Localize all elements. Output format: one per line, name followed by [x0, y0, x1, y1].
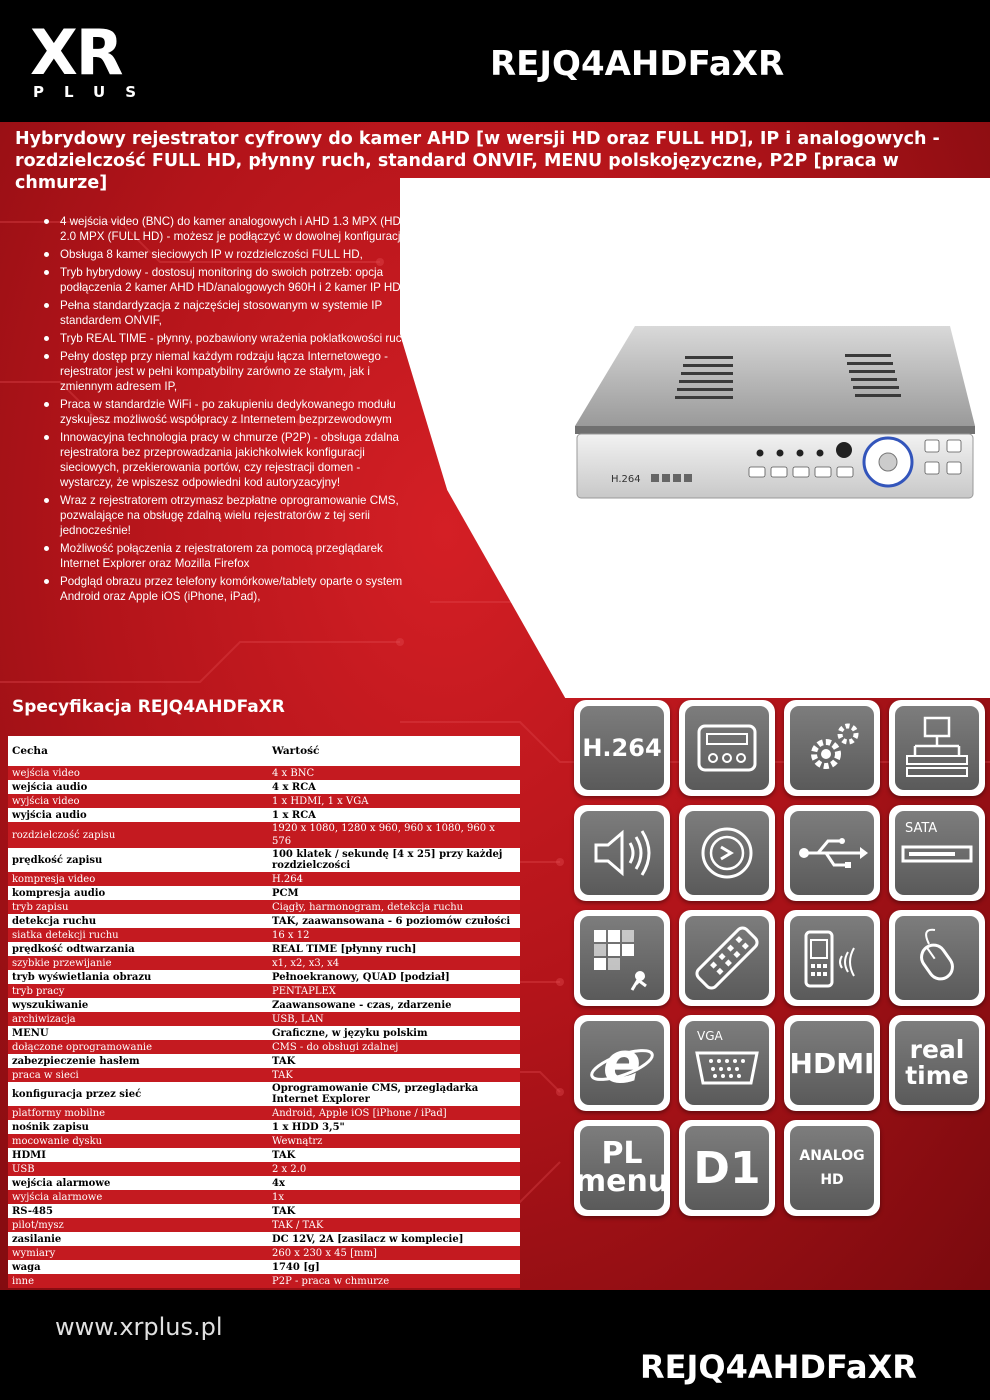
usb-icon [784, 805, 880, 901]
spec-value: 1 x RCA [268, 808, 520, 822]
spec-row [8, 1054, 520, 1068]
website-link[interactable]: www.xrplus.pl [55, 1313, 223, 1341]
sata-icon [889, 805, 985, 901]
pl-menu-icon [574, 1120, 670, 1216]
pl-menu-icon-text: PL menu [574, 1136, 670, 1199]
spec-feature: wejścia video [8, 766, 268, 780]
spec-row [8, 1012, 520, 1026]
spec-header-row [8, 736, 520, 766]
spec-feature: MENU [8, 1026, 268, 1040]
spec-col-feature: Cecha [8, 736, 268, 766]
spec-row [8, 1106, 520, 1120]
spec-feature: szybkie przewijanie [8, 956, 268, 970]
spec-value: TAK [268, 1148, 520, 1162]
feature-item: Podgląd obrazu przez telefony komórkowe/tablety oparte o system Android oraz Apple iOS (iPhone, iPad), [42, 574, 412, 604]
spec-row [8, 1246, 520, 1260]
monitoring-grid-icon [574, 910, 670, 1006]
footer [0, 1290, 990, 1400]
headline: Hybrydowy rejestrator cyfrowy do kamer AHD [w wersji HD oraz FULL HD], IP i analogowych - rozdzielczość FULL HD, płynny ruch, standard ONVIF, MENU polskojęzyczne, P2P [praca w chmurze] [15, 129, 940, 193]
spec-feature: dołączone oprogramowanie [8, 1040, 268, 1054]
h264-icon [574, 700, 670, 796]
spec-feature: USB [8, 1162, 268, 1176]
spec-value: 100 klatek / sekundę [4 x 25] przy każdej rozdzielczości [268, 848, 520, 872]
spec-value: TAK [268, 1204, 520, 1218]
spec-feature: wyjścia video [8, 794, 268, 808]
spec-row [8, 1162, 520, 1176]
spec-row [8, 780, 520, 794]
spec-feature: tryb wyświetlania obrazu [8, 970, 268, 984]
spec-value: 1 x HDD 3,5" [268, 1120, 520, 1134]
spec-row [8, 1134, 520, 1148]
hdmi-icon [784, 1015, 880, 1111]
header [0, 0, 990, 122]
spec-row [8, 984, 520, 998]
spec-feature: rozdzielczość zapisu [8, 822, 268, 848]
spec-row [8, 1260, 520, 1274]
spec-feature: kompresja audio [8, 886, 268, 900]
feature-item: Innowacyjna technologia pracy w chmurze (P2P) - obsługa zdalna rejestratora bez przeprowadzania jakichkolwiek konfiguracji sieciowych, przekierowania portów, czy rejestracji domen - wystarczy, że wpiszesz odpowiedni kod autoryzacyjny! [42, 430, 412, 490]
spec-feature: wyjścia alarmowe [8, 1190, 268, 1204]
analog-hd-icon [784, 1120, 880, 1216]
spec-row [8, 1274, 520, 1288]
spec-value: 1740 [g] [268, 1260, 520, 1274]
spec-feature: wymiary [8, 1246, 268, 1260]
spec-feature: archiwizacja [8, 1012, 268, 1026]
spec-value: CMS - do obsługi zdalnej [268, 1040, 520, 1054]
spec-row [8, 1068, 520, 1082]
vga-icon-text: VGA [697, 1029, 723, 1043]
spec-feature: RS-485 [8, 1204, 268, 1218]
spec-row [8, 1120, 520, 1134]
dvr-label: H.264 [611, 474, 641, 485]
xr-plus-logo [30, 16, 170, 104]
spec-value: x1, x2, x3, x4 [268, 956, 520, 970]
feature-item: Wraz z rejestratorem otrzymasz bezpłatne oprogramowanie CMS, pozwalające na obsługę zdalną wielu rejestratorów z tej serii jednocześnie! [42, 493, 412, 538]
spec-value: 1 x HDMI, 1 x VGA [268, 794, 520, 808]
spec-value: Android, Apple iOS [iPhone / iPad] [268, 1106, 520, 1120]
spec-row [8, 914, 520, 928]
spec-row [8, 1148, 520, 1162]
spec-value: TAK [268, 1068, 520, 1082]
feature-item: Pełna standardyzacja z najczęściej stosowanym w systemie IP standardem ONVIF, [42, 298, 412, 328]
product-title: REJQ4AHDFaXR [490, 44, 785, 84]
spec-value: DC 12V, 2A [zasilacz w komplecie] [268, 1232, 520, 1246]
gears-icon [784, 700, 880, 796]
spec-feature: wyjścia audio [8, 808, 268, 822]
vga-icon [679, 1015, 775, 1111]
remote-control-icon [679, 910, 775, 1006]
dvr-device-image [575, 326, 975, 506]
spec-feature: prędkość zapisu [8, 848, 268, 872]
spec-feature: wejścia audio [8, 780, 268, 794]
spec-feature: inne [8, 1274, 268, 1288]
mouse-icon [889, 910, 985, 1006]
spec-value: PCM [268, 886, 520, 900]
d1-icon [679, 1120, 775, 1216]
spec-feature: wyszukiwanie [8, 998, 268, 1012]
spec-feature: nośnik zapisu [8, 1120, 268, 1134]
spec-row [8, 1190, 520, 1204]
spec-row [8, 928, 520, 942]
spec-value: TAK [268, 1054, 520, 1068]
feature-item: Pełny dostęp przy niemal każdym rodzaju łącza Internetowego - rejestrator jest w pełni kompatybilny zarówno ze stałym, jak i zmiennym adresem IP, [42, 349, 412, 394]
sata-icon-text: SATA [905, 821, 938, 836]
spec-feature: prędkość odtwarzania [8, 942, 268, 956]
spec-row [8, 848, 520, 872]
spec-row [8, 1218, 520, 1232]
spec-row [8, 998, 520, 1012]
spec-col-value: Wartość [268, 736, 520, 766]
realtime-icon-text: real time [905, 1035, 969, 1090]
spec-value: Pełnoekranowy, QUAD [podział] [268, 970, 520, 984]
spec-value: PENTAPLEX [268, 984, 520, 998]
spec-feature: waga [8, 1260, 268, 1274]
spec-feature: tryb zapisu [8, 900, 268, 914]
spec-feature: zasilanie [8, 1232, 268, 1246]
spec-value: 1x [268, 1190, 520, 1204]
footer-product-title: REJQ4AHDFaXR [640, 1348, 917, 1386]
spec-row [8, 872, 520, 886]
spec-row [8, 970, 520, 984]
spec-row [8, 1040, 520, 1054]
spec-value: 16 x 12 [268, 928, 520, 942]
spec-row [8, 1204, 520, 1218]
spec-value: 4 x BNC [268, 766, 520, 780]
spec-value: Ciągły, harmonogram, detekcja ruchu [268, 900, 520, 914]
spec-row [8, 1082, 520, 1106]
spec-row [8, 900, 520, 914]
spec-row [8, 1026, 520, 1040]
spec-feature: zabezpieczenie hasłem [8, 1054, 268, 1068]
realtime-icon [889, 1015, 985, 1111]
spec-row [8, 808, 520, 822]
feature-item: 4 wejścia video (BNC) do kamer analogowych i AHD 1.3 MPX (HD) / 2.0 MPX (FULL HD) - możesz je podłączyć w dowolnej konfiguracji, [42, 214, 412, 244]
rotate-icon [679, 805, 775, 901]
spec-feature: wejścia alarmowe [8, 1176, 268, 1190]
feature-list [42, 214, 412, 607]
spec-value: 260 x 230 x 45 [mm] [268, 1246, 520, 1260]
spec-value: Wewnątrz [268, 1134, 520, 1148]
spec-value: TAK, zaawansowana - 6 poziomów czułości [268, 914, 520, 928]
spec-value: Oprogramowanie CMS, przeglądarka Internet Explorer [268, 1082, 520, 1106]
ie-icon-text: e [603, 1030, 641, 1096]
internet-explorer-icon [574, 1015, 670, 1111]
feature-item: Obsługa 8 kamer sieciowych IP w rozdzielczości FULL HD, [42, 247, 412, 262]
spec-feature: praca w sieci [8, 1068, 268, 1082]
spec-value: 4 x RCA [268, 780, 520, 794]
mobile-phone-icon [784, 910, 880, 1006]
spec-feature: kompresja video [8, 872, 268, 886]
spec-row [8, 1176, 520, 1190]
spec-row [8, 942, 520, 956]
spec-value: 2 x 2.0 [268, 1162, 520, 1176]
spec-feature: konfiguracja przez sieć [8, 1082, 268, 1106]
spec-value: TAK / TAK [268, 1218, 520, 1232]
logo-sub: PLUS [33, 83, 157, 101]
feature-item: Tryb hybrydowy - dostosuj monitoring do swoich potrzeb: opcja podłączenia 2 kamer AHD HD/analogowych 960H i 2 kamer IP HD, [42, 265, 412, 295]
spec-row [8, 794, 520, 808]
spec-value: USB, LAN [268, 1012, 520, 1026]
spec-value: Zaawansowane - czas, zdarzenie [268, 998, 520, 1012]
spec-value: 4x [268, 1176, 520, 1190]
spec-feature: platformy mobilne [8, 1106, 268, 1120]
spec-row [8, 766, 520, 780]
logo-main: XR [30, 16, 122, 89]
dvr-panel-icon [679, 700, 775, 796]
spec-value: Graficzne, w języku polskim [268, 1026, 520, 1040]
network-icon [889, 700, 985, 796]
h264-icon-text: H.264 [582, 734, 662, 762]
spec-value: H.264 [268, 872, 520, 886]
spec-feature: siatka detekcji ruchu [8, 928, 268, 942]
spec-heading: Specyfikacja REJQ4AHDFaXR [12, 697, 285, 717]
speaker-icon [574, 805, 670, 901]
spec-feature: pilot/mysz [8, 1218, 268, 1232]
feature-item: Możliwość połączenia z rejestratorem za pomocą przeglądarek Internet Explorer oraz Mozilla Firefox [42, 541, 412, 571]
feature-item: Tryb REAL TIME - płynny, pozbawiony wrażenia poklatkowości ruch, [42, 331, 412, 346]
spec-feature: mocowanie dysku [8, 1134, 268, 1148]
hdmi-icon-text: HDMI [789, 1046, 875, 1080]
spec-feature: detekcja ruchu [8, 914, 268, 928]
spec-feature: HDMI [8, 1148, 268, 1162]
spec-row [8, 822, 520, 848]
d1-icon-text: D1 [693, 1142, 761, 1194]
spec-row [8, 956, 520, 970]
main-panel [0, 122, 990, 1290]
spec-row [8, 886, 520, 900]
spec-row [8, 1232, 520, 1246]
spec-value: 1920 x 1080, 1280 x 960, 960 x 1080, 960 x 576 [268, 822, 520, 848]
spec-value: P2P - praca w chmurze [268, 1274, 520, 1288]
analog-hd-icon-text: ANALOG HD [799, 1148, 865, 1188]
spec-table [8, 736, 520, 1288]
spec-feature: tryb pracy [8, 984, 268, 998]
feature-item: Praca w standardzie WiFi - po zakupieniu dedykowanego modułu zyskujesz możliwość współpracy z Internetem bezprzewodowym [42, 397, 412, 427]
spec-value: REAL TIME [płynny ruch] [268, 942, 520, 956]
